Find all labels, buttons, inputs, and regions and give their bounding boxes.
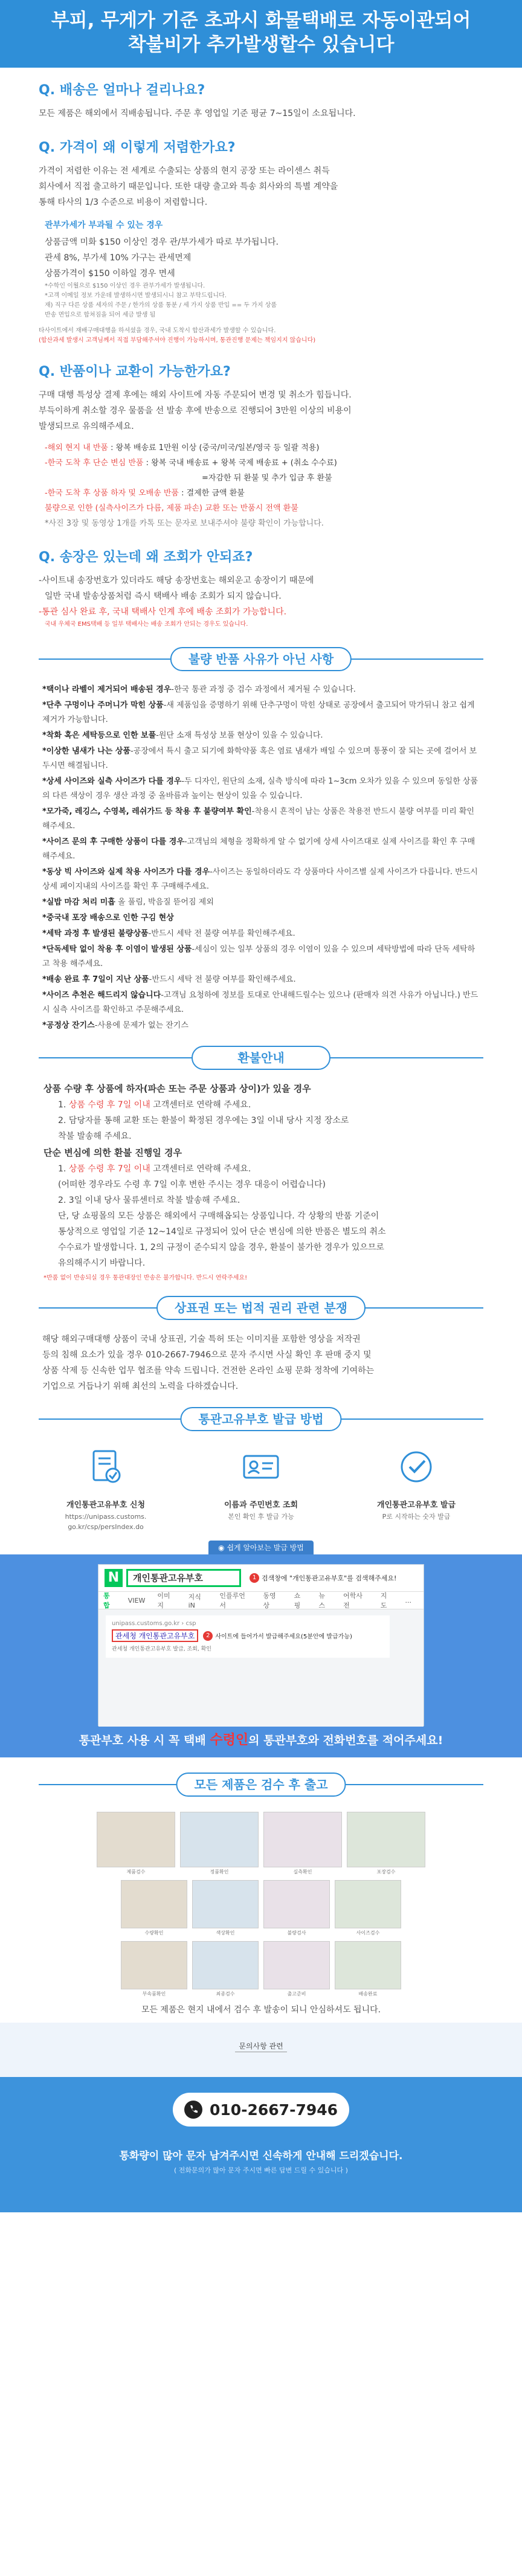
section-title: 모든 제품은 검수 후 출고 <box>176 1773 346 1797</box>
toggle-row <box>0 1541 522 1554</box>
search-results <box>98 1609 424 1727</box>
search-tab[interactable]: 지도 <box>380 1592 387 1609</box>
nonreturn-item: *중국내 포장 배송으로 인한 구김 현상 <box>42 913 174 923</box>
return-rule: -한국 도착 후 상품 하자 및 오배송 반품 : 결제한 금액 환불 <box>45 489 245 498</box>
tax-line: 상품가격이 $150 이하일 경우 면세 <box>45 269 175 279</box>
product-photo: 출고준비 <box>263 1941 330 1997</box>
refund-line: 단, 당 쇼핑몰의 모든 상품은 해외에서 구매해옵되는 상품입니다. 각 상황의 반품 기준이 <box>58 1211 379 1221</box>
faq-title: Q. 배송은 얼마나 걸리나요? <box>39 83 205 98</box>
step-apply: 개인통관고유부호 신청 https://unipass.customs. go.kr/csp/persIndex.do <box>42 1447 169 1532</box>
refund-line: 유의해주시기 바랍니다. <box>58 1258 146 1268</box>
tax-note: 재) 직구 다른 상품 세자의 주문 / 한가의 상품 통분 / 세 가지 상품 반입 == 두 가지 상품 <box>45 302 277 309</box>
tax-note: *고객 이메일 정보 가운데 발생하시면 발생되시니 참고 부탁드립니다. <box>45 292 227 299</box>
product-photo: 사이즈검수 <box>335 1880 401 1936</box>
product-photo: 제품검수 <box>97 1812 175 1875</box>
refund-line: 통상적으로 영업일 기준 12~14일로 규정되어 있어 단순 변심에 의한 반품은 별도의 취소 <box>58 1227 386 1237</box>
faq-section <box>0 68 522 630</box>
nonreturn-item: *단추 구멍이나 주머니가 막힌 상품-새 제품임을 증명하기 위해 단추구멍이 막힌 상태로 공장에서 출고되어 막가뒤니 참고 쉽게 제거가 가능합니다. <box>42 701 475 724</box>
faq-answer-line: 일반 국내 발송상품처럼 즉시 택배사 배송 조회가 되지 않습니다. <box>45 591 282 601</box>
search-bar-row <box>98 1565 424 1591</box>
refund-guide <box>0 1078 522 1283</box>
photo-placeholder <box>263 1812 342 1867</box>
contact-note: ( 전화문의가 많아 문자 주시면 빠른 답변 드릴 수 있습니다 ) <box>174 2166 348 2174</box>
photo-placeholder <box>263 1880 330 1928</box>
search-tab[interactable]: 뉴스 <box>318 1592 325 1609</box>
faq-answer: 모든 제품은 해외에서 직배송됩니다. 주문 후 영업일 기준 평균 7~15일이 소요됩니다. <box>39 109 356 118</box>
search-guide-panel <box>0 1554 522 1757</box>
contact-section <box>0 2023 522 2212</box>
return-rule: -해외 현지 내 반품 : 왕복 배송료 1만원 이상 (중국/미국/일본/영국 등 일괄 적용) <box>45 443 320 452</box>
customs-notice: 통관부호 사용 시 꼭 택배 수령인의 통관부호와 전화번호를 적어주세요! <box>79 1733 443 1748</box>
banner-line-2: 착불비가 추가발생할수 있습니다 <box>127 34 395 56</box>
return-rules-note: *사진 3장 및 동영상 1개를 카톡 또는 문자로 보내주셔야 불량 확인이 가능합니다. <box>45 519 324 528</box>
nonreturn-item: *공정상 잔기스-사용에 문제가 없는 잔기스 <box>42 1021 188 1030</box>
search-tab[interactable]: 인플루언서 <box>219 1592 245 1609</box>
faq-answer-line: 부득이하게 취소할 경우 물품을 선 발송 후에 반송으로 진행되어 3만원 이상의 비용이 <box>39 406 352 416</box>
easy-guide-toggle[interactable]: ◉ 쉽게 알아보는 발급 방법 <box>208 1541 314 1554</box>
section-title: 불량 반품 사유가 아닌 사항 <box>170 647 352 671</box>
faq-answer-line: 구매 대행 특성상 결제 후에는 해외 사이트에 자동 주문되어 변경 및 취소가 힘듭니다. <box>39 390 352 400</box>
tax-heading: 관부가세가 부과될 수 있는 경우 <box>45 221 163 230</box>
faq-price <box>39 137 483 346</box>
nonreturn-item: *착화 혹은 세탁등으로 인한 보풀-원단 소재 특성상 보풀 현상이 있을 수 있습니다. <box>42 731 323 740</box>
tax-line: 관세 8%, 부가세 10% 가구는 관세면제 <box>45 253 192 263</box>
refund-note: *반품 없이 반송되실 경우 통관대장인 반송은 불가합니다. 반드시 연락주세요! <box>44 1275 248 1281</box>
faq-answer-line: 통해 타사의 1/3 수준으로 비용이 저렴합니다. <box>39 198 208 207</box>
refund-line: 수수료가 발생합니다. 1, 2의 규정이 준수되지 않을 경우, 환불이 불가한 경우가 있으므로 <box>58 1243 384 1252</box>
nonreturn-item: *동상 빅 사이즈와 실제 착용 사이즈가 다를 경우-사이즈는 동일하더라도 각 상품마다 사이즈별 실제 사이즈가 다릅니다. 반드시 상세 페이지내의 사이즈를 확인 후 구매해주세요. <box>42 868 478 891</box>
product-photo: 부속품확인 <box>121 1941 187 1997</box>
browser-screenshot <box>98 1564 424 1726</box>
section-heading <box>39 1294 483 1322</box>
product-photo: 포장검수 <box>347 1812 425 1875</box>
refund-heading: 상품 수량 후 상품에 하자(파손 또는 주문 상품과 상이)가 있을 경우 <box>44 1083 311 1094</box>
search-tab[interactable]: 이미지 <box>157 1592 170 1609</box>
tax-note: 반송 면입으로 합쳐짐을 되어 세금 발생 됨 <box>45 312 156 318</box>
id-card-icon <box>242 1447 280 1486</box>
refund-line: (어떠한 경우라도 수령 후 7일 이후 변한 주시는 경우 대응이 어렵습니다) <box>58 1180 326 1190</box>
photo-placeholder <box>335 1941 401 1989</box>
nonreturn-item: *모가죽, 레깅스, 수영복, 레쉬가드 등 착용 후 불량여부 확인-착용시 흔적이 남는 상품은 착용전 반드시 불량 여부를 미리 확인해주세요. <box>42 807 475 831</box>
refund-line: 2. 3일 이내 당사 물류센터로 착불 발송해 주세요. <box>58 1196 240 1205</box>
search-tab[interactable]: 지식iN <box>188 1592 201 1609</box>
check-circle-icon <box>397 1447 436 1486</box>
product-photo: 배송완료 <box>335 1941 401 1997</box>
photo-placeholder <box>192 1941 259 1989</box>
nonreturn-item: *택이나 라벨이 제거되어 배송된 경우-한국 통관 과정 중 검수 과정에서 제거될 수 있습니다. <box>42 685 356 694</box>
search-tab[interactable]: 어학사전 <box>343 1592 363 1609</box>
faq-answer-line: 가격이 저렴한 이유는 전 세계로 수출되는 상품의 현지 공장 또는 라이센스 취득 <box>39 166 330 176</box>
step-lookup: 이름과 주민번호 조회 본인 확인 후 발급 가능 <box>198 1447 324 1532</box>
search-callout: 1 검색창에 "개인통관고유부호"를 검색해주세요! <box>250 1573 396 1583</box>
section-heading <box>39 1771 483 1798</box>
search-result <box>106 1615 390 1658</box>
nonreturn-item: *세탁 과정 후 발생된 불량상품-반드시 세탁 전 불량 여부를 확인해주세요. <box>42 929 295 938</box>
product-photo: 색상확인 <box>192 1880 259 1936</box>
faq-title: Q. 반품이나 교환이 가능한가요? <box>39 364 231 379</box>
nonreturn-list <box>0 679 522 1033</box>
section-title: 환불안내 <box>192 1046 330 1070</box>
nonreturn-item: *사이즈 추천은 해드리지 않습니다-고객님 요청하에 정보를 토대로 안내해드릴수는 있으나 (판매자 의견 사유가 아닙니다.) 반드시 실측 사이즈를 확인하고 주문해주세요. <box>42 991 478 1014</box>
product-photo: 불량검사 <box>263 1880 330 1936</box>
refund-line: 2. 담당자를 통해 교환 또는 환불이 확정된 경우에는 3일 이내 당사 지정 장소로 <box>58 1116 349 1125</box>
section-heading <box>39 1405 483 1433</box>
nonreturn-item: *이상한 냄새가 나는 상품-공장에서 특시 출고 되기에 화학약품 혹은 염료 냄새가 배일 수 있으며 통풍이 잘 되는 곳에 걸어서 보두시면 해결됩니다. <box>42 747 477 770</box>
return-rule: =자감한 뒤 환불 및 추가 입금 후 환불 <box>202 474 332 483</box>
section-heading <box>39 1044 483 1072</box>
nonreturn-item: *단독세탁 없이 착용 후 이염이 발생된 상품-세심이 있는 일부 상품의 경우 이염이 있을 수 있으며 세탁방법에 따라 단독 세탁하고 착용 해주세요. <box>42 945 475 968</box>
nonreturn-item: *배송 완료 후 7일이 지난 상품-반드시 세탁 전 불량 여부를 확인해주세요. <box>42 975 296 984</box>
photo-placeholder <box>97 1812 175 1867</box>
customs-steps <box>0 1439 522 1532</box>
result-title-link[interactable]: 관세청 개인통관고유부호 <box>112 1629 198 1642</box>
section-title: 통관고유부호 발급 방법 <box>180 1407 341 1431</box>
tax-line: 상품금액 미화 $150 이상인 경우 관/부가세가 따로 부가됩니다. <box>45 237 279 247</box>
section-heading <box>39 645 483 673</box>
photo-placeholder <box>263 1941 330 1989</box>
search-tab[interactable]: 쇼핑 <box>294 1592 301 1609</box>
result-url: unipass.customs.go.kr › csp <box>112 1620 196 1627</box>
photo-placeholder <box>180 1812 259 1867</box>
photo-placeholder <box>335 1880 401 1928</box>
refund-heading: 단순 변심에 의한 환불 진행일 경우 <box>44 1147 182 1158</box>
faq-answer-line: 회사에서 직접 출고하기 때문입니다. 또한 대량 출고와 특송 회사와의 특별 계약을 <box>39 182 338 192</box>
phone-icon <box>184 2101 202 2119</box>
search-tabs <box>98 1591 424 1609</box>
phone-number: 010-2667-7946 <box>209 2101 338 2119</box>
tax-footer: (합산과세 발생시 고객님께서 직접 부담해주셔야 진행이 가능하시며, 통관진행 문제는 책임지지 않습니다) <box>39 337 316 344</box>
phone-button[interactable] <box>173 2093 349 2127</box>
refund-line: 1. 상품 수령 후 7일 이내 고객센터로 연락해 주세요. <box>58 1100 251 1110</box>
tax-note: *수학인 이월으로 $150 이상인 경우 관부가세가 발생됩니다. <box>45 283 205 289</box>
photo-placeholder <box>121 1941 187 1989</box>
product-photo: 실측확인 <box>263 1812 342 1875</box>
photo-placeholder <box>347 1812 425 1867</box>
naver-logo: N <box>105 1569 123 1587</box>
product-photo: 최종검수 <box>192 1941 259 1997</box>
document-check-icon <box>86 1447 125 1486</box>
refund-line: 착불 발송해 주세요. <box>58 1132 132 1141</box>
nonreturn-item: *상세 사이즈와 실측 사이즈가 다를 경우-두 디자인, 원단의 소재, 실측 방식에 따라 1~3cm 오차가 있을 수 있으며 동일한 상품의 다른 색상이 경우 생산 과정 중 올바름과 높이는 현상이 있을 수 있습니다. <box>42 777 478 800</box>
faq-answer-line: 발생되므로 유의해주세요. <box>39 422 134 431</box>
refund-line: 1. 상품 수령 후 7일 이내 고객센터로 연락해 주세요. <box>58 1164 251 1174</box>
result-callout: 2 사이트에 들어가서 발급해주세요(5분안에 발급가능) <box>203 1631 352 1641</box>
faq-answer-line: -통관 심사 완료 후, 국내 택배사 인계 후에 배송 조회가 가능합니다. <box>39 607 287 617</box>
faq-title: Q. 송장은 있는데 왜 조회가 안되죠? <box>39 550 253 565</box>
search-tab[interactable]: ... <box>405 1596 412 1605</box>
result-description: 관세청 개인통관고유부호 발급, 조회, 확인 <box>112 1646 211 1652</box>
search-tab[interactable]: VIEW <box>127 1596 146 1605</box>
return-rules <box>39 440 483 531</box>
return-rule: -한국 도착 후 단순 변심 반품 : 왕복 국내 배송료 + 왕복 국제 배송료 + (취소 수수료) <box>45 459 337 468</box>
faq-return <box>39 361 483 531</box>
inspection-note: 모든 제품은 현지 내에서 검수 후 발송이 되니 안심하셔도 됩니다. <box>141 2005 381 2015</box>
faq-answer-line: -사이트내 송장번호가 있더라도 해당 송장번호는 해외운고 송장이기 때문에 <box>39 576 314 585</box>
search-tab[interactable]: 통합 <box>103 1592 110 1609</box>
step-number-badge: 2 <box>203 1631 213 1641</box>
step-number-badge: 1 <box>250 1573 259 1583</box>
search-tab[interactable]: 동영상 <box>263 1592 276 1609</box>
faq-title: Q. 가격이 왜 이렇게 저렴한가요? <box>39 140 236 155</box>
legal-text: 해당 해외구매대행 상품이 국내 상표권, 기술 특허 또는 이미지를 포함한 영상을 저작권 등의 침해 요소가 있을 경우 010-2667-7946으로 문자 주시면 사실 확인 후 판매 중지 및 상품 삭제 등 신속한 업무 협조를 약속 드립니다. 건전한 온라인 쇼핑 문화 정착에 기여하는 기업으로 거듭나기 위해 최선의 노력을 다하겠습니다. <box>42 1335 375 1391</box>
photo-placeholder <box>121 1880 187 1928</box>
banner-line-1: 부피, 무게가 기준 초과시 화물택배로 자동이관되어 <box>51 10 471 31</box>
nonreturn-item: *사이즈 문의 후 구매한 상품이 다를 경우-고객님의 체형을 정확하게 알 수 없기에 상세 사이즈대로 실제 사이즈를 확인 후 구매해주세요. <box>42 837 475 861</box>
nonreturn-item: *실밥 마감 처리 미흡 올 풀림, 박음질 뜯어짐 제외 <box>42 898 214 907</box>
product-photo: 정품확인 <box>180 1812 259 1875</box>
product-photo: 수량확인 <box>121 1880 187 1936</box>
search-input[interactable]: 개인통관고유부호 <box>126 1569 241 1587</box>
faq-note: 국내 우체국 EMS택배 등 일부 택배사는 배송 조회가 안되는 경우도 있습니다. <box>45 621 248 628</box>
section-title: 상표권 또는 법적 권리 관련 분쟁 <box>156 1296 366 1320</box>
contact-label: 문의사항 관련 <box>0 2041 522 2051</box>
contact-message: 통화량이 많아 문자 남겨주시면 신속하게 안내해 드리겠습니다. <box>119 2150 403 2162</box>
faq-shipping <box>39 80 483 121</box>
tax-footer: 타사이트에서 재배구매대행을 하셔셨을 경우, 국내 도착시 합산과세가 발생할 수 있습니다. <box>39 327 276 334</box>
photo-placeholder <box>192 1880 259 1928</box>
step-issue: 개인통관고유부호 발급 P로 시작하는 숫자 발급 <box>353 1447 480 1532</box>
inspection-photos <box>0 1805 522 1997</box>
return-rule: 불량으로 인한 (실측사이즈가 다름, 제품 파손) 교환 또는 반품시 전액 환불 <box>45 504 298 513</box>
top-banner <box>0 0 522 68</box>
faq-tracking <box>39 547 483 630</box>
